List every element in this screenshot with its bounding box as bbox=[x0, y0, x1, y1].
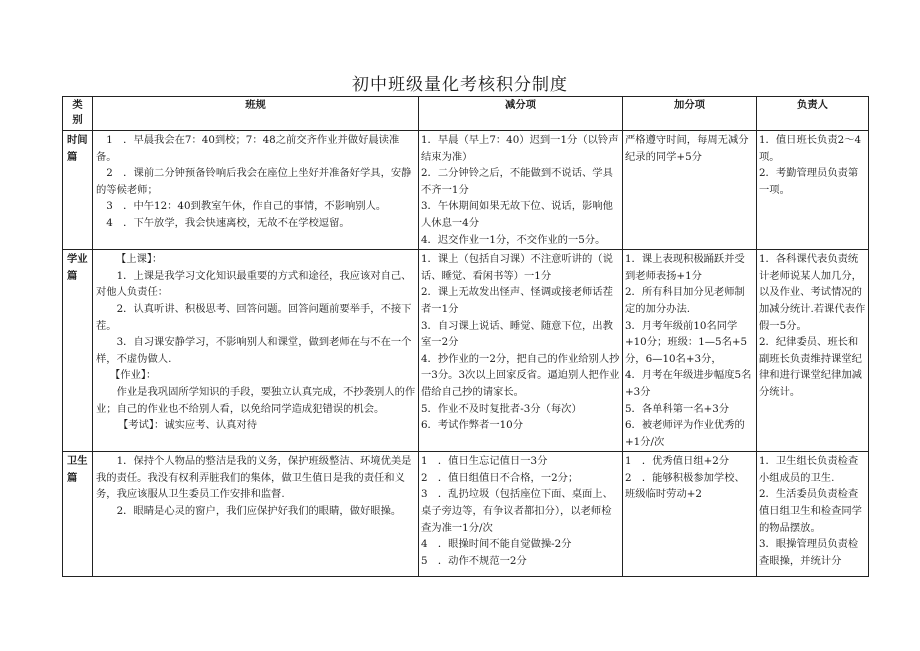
table-row bbox=[63, 452, 869, 577]
add-text: 2 ．能够积极参加学校、 bbox=[625, 471, 745, 484]
header-category: 类 别 bbox=[63, 97, 93, 131]
category-cell bbox=[63, 131, 93, 250]
deduct-text: 4．抄作业的一2分，把自己的作业给别人抄一3分。3次以上回家反省。逼迫别人把作业借给自己抄的请家长。 bbox=[421, 352, 620, 398]
category-label: 时间 bbox=[67, 134, 88, 146]
rule-heading: 【上课】： bbox=[116, 253, 163, 266]
score-table bbox=[62, 96, 869, 577]
add-text: 4．月考在年级进步幅度5名+3分 bbox=[625, 369, 752, 398]
deduct-cell bbox=[419, 131, 623, 250]
add-text: 5．各单科第一名+3分 bbox=[625, 402, 730, 415]
add-text: 6．被老师评为作业优秀的+1分/次 bbox=[625, 419, 745, 448]
owner-text: 2．纪律委员、班长和副班长负责维持课堂纪律和进行课堂纪律加减分统计。 bbox=[759, 336, 862, 398]
category-label: 篇 bbox=[67, 471, 78, 484]
category-cell bbox=[63, 250, 93, 452]
deduct-cell bbox=[419, 452, 623, 577]
rule-text: 1．上课是我学习文化知识最重要的方式和途径，我应该对自己、对他人负责任： bbox=[96, 269, 412, 299]
deduct-text: 2 ．值日组值日不合格，一2分； bbox=[421, 471, 579, 484]
deduct-text: 4．迟交作业一1分，不交作业的一5分。 bbox=[421, 233, 606, 246]
category-label: 篇 bbox=[67, 150, 78, 163]
deduct-text: 1．课上（包括自习课）不注意听讲的（说话、睡觉、看闲书等）一1分 bbox=[421, 253, 613, 282]
rule-text: 3 ．中午12：40到教室午休，作自己的事情，不影响别人。 bbox=[106, 200, 387, 213]
rule-heading: 【作业】： bbox=[110, 369, 157, 382]
deduct-text: 2．二分钟铃之后，不能做到不说话、学具不齐一1分 bbox=[421, 167, 613, 196]
rule-heading: 【考试】：诚实应考、认真对待 bbox=[118, 419, 258, 432]
deduct-text: 3．自习课上说话、睡觉、随意下位，出教室一2分 bbox=[421, 319, 613, 349]
deduct-text: 4 ．眼操时间不能自觉做操-2分 bbox=[421, 538, 572, 551]
owner-cell bbox=[757, 452, 869, 577]
owner-text: 1．各科课代表负责统计老师说某人加几分，以及作业、考试情况的加减分统计.若课代表作假一5分。 bbox=[759, 253, 866, 332]
deduct-text: 5 ．动作不规范一2分 bbox=[421, 554, 527, 567]
deduct-cell bbox=[419, 250, 623, 452]
add-text: 1 ．优秀值日组+2分 bbox=[625, 455, 730, 468]
rule-text: 2 ．课前二分钟预备铃响后我会在座位上坐好并准备好学具，安静的等候老师； bbox=[96, 167, 412, 196]
owner-text: 3．眼操管理员负责检查眼操，并统计分 bbox=[759, 538, 859, 567]
owner-cell bbox=[757, 131, 869, 250]
header-add: 加分项 bbox=[623, 97, 757, 131]
header-rules: 班规 bbox=[93, 97, 419, 131]
category-label: 卫生 bbox=[67, 455, 88, 468]
add-cell bbox=[623, 452, 757, 577]
add-text: 班级临时劳动+2 bbox=[625, 488, 702, 501]
rules-cell bbox=[93, 452, 419, 577]
owner-text: 2．生活委员负责检查值日组卫生和检查同学的物品摆放。 bbox=[759, 488, 862, 534]
rule-text: 作业是我巩固所学知识的手段，要独立认真完成，不抄袭别人的作业；自己的作业也不给别人看，以免给同学造成犯错误的机会。 bbox=[96, 385, 416, 415]
table-row bbox=[63, 250, 869, 452]
rules-cell bbox=[93, 131, 419, 250]
rule-text: 2．眼睛是心灵的窗户，我们应保护好我们的眼睛，做好眼操。 bbox=[116, 505, 402, 518]
owner-cell bbox=[757, 250, 869, 452]
add-cell bbox=[623, 131, 757, 250]
rule-text: 1．保持个人物品的整洁是我的义务，保护班级整洁、环境优美是我的责任。我没有权利弄脏我们的集体，做卫生值日是我的责任和义务，我应该服从卫生委员工作安排和监督. bbox=[96, 455, 412, 501]
add-text: 1．课上表现积极踊跃并受到老师表扬+1分 bbox=[625, 253, 745, 282]
header-row bbox=[63, 97, 869, 131]
category-label: 学业 bbox=[67, 253, 88, 266]
category-cell bbox=[63, 452, 93, 577]
rule-text: 2．认真听讲、积极思考、回答问题。回答问题前要举手，不接下茬。 bbox=[96, 302, 412, 332]
add-text: 3．月考年级前10名同学+10分；班级：1—5名+5分，6—10名+3分， bbox=[625, 319, 748, 365]
rule-text: 1 ．早晨我会在7：40到校；7：48之前交齐作业并做好晨读准备。 bbox=[96, 134, 400, 163]
owner-text: 2．考勤管理员负责第一项。 bbox=[759, 167, 859, 196]
header-deduct: 减分项 bbox=[419, 97, 623, 131]
rule-text: 3．自习课安静学习，不影响别人和课堂，做到老师在与不在一个样，不虚伪做人. bbox=[96, 336, 412, 365]
deduct-text: 1．早晨（早上7：40）迟到一1分（以铃声结束为准） bbox=[421, 134, 619, 163]
deduct-text: 3．午休期间如果无故下位、说话，影响他人休息一4分 bbox=[421, 200, 613, 229]
deduct-text: 6．考试作弊者一10分 bbox=[421, 419, 524, 432]
add-cell bbox=[623, 250, 757, 452]
header-owner: 负责人 bbox=[757, 97, 869, 131]
deduct-text: 5．作业不及时复批者-3分（每次） bbox=[421, 402, 582, 415]
deduct-text: 2．课上无故发出怪声、怪调或接老师话茬者一1分 bbox=[421, 286, 613, 315]
owner-text: 1．卫生组长负责检查小组成员的卫生. bbox=[759, 455, 859, 484]
add-text: 2．所有科目加分见老师制定的加分办法. bbox=[625, 286, 745, 315]
category-label: 篇 bbox=[67, 269, 78, 282]
deduct-text: 3 ．乱扔垃圾（包括座位下面、桌面上、桌子旁边等，有争议者都扣分），以老师检查为准一1分/次 bbox=[421, 488, 613, 534]
owner-text: 1．值日班长负责2～4项。 bbox=[759, 134, 862, 163]
rule-text: 4 ．下午放学，我会快速离校，无故不在学校逗留。 bbox=[106, 216, 350, 229]
add-text: 严格遵守时间，每周无减分纪录的同学+5分 bbox=[625, 134, 749, 163]
rules-cell bbox=[93, 250, 419, 452]
page-title: 初中班级量化考核积分制度 bbox=[352, 75, 568, 95]
deduct-text: 1 ．值日生忘记值日一3分 bbox=[421, 455, 548, 468]
table-row bbox=[63, 131, 869, 250]
